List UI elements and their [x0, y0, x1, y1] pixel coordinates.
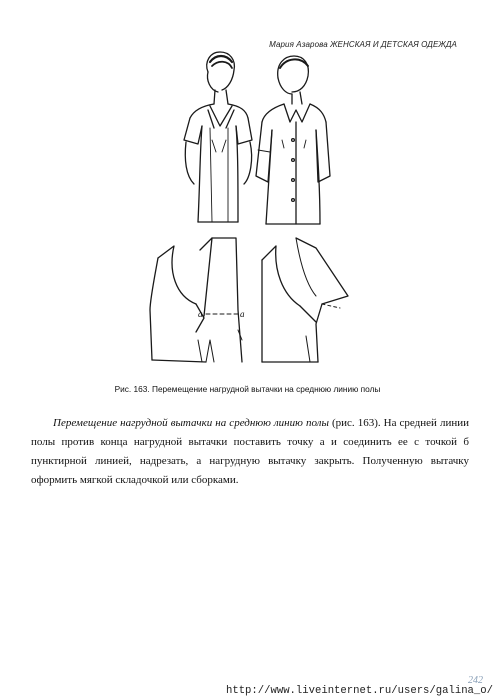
- point-a-label-left: а: [198, 309, 203, 319]
- fashion-sketch-left: [184, 52, 252, 222]
- source-url-watermark: http://www.liveinternet.ru/users/galina_o/: [225, 685, 493, 697]
- pattern-piece-right: [262, 238, 348, 362]
- body-paragraph: [31, 414, 469, 490]
- header-book-title: ЖЕНСКАЯ И ДЕТСКАЯ ОДЕЖДА: [330, 40, 457, 49]
- header-author: Мария Азарова: [269, 40, 328, 49]
- paragraph-rest: (рис. 163). На средней линии полы против конца нагрудной вытачки поставить точку а и соединить ее с точкой б пунктирной линией, надрезать, а нагрудную вытачку закрыть. Полученную вытачку оформить мягкой складочкой или сборками.: [31, 417, 469, 486]
- paragraph-lead-italic: Перемещение нагрудной вытачки на среднюю линию полы: [53, 417, 329, 429]
- pattern-piece-left: [150, 238, 242, 362]
- point-a-label-right: а: [240, 309, 245, 319]
- fashion-sketch-right: [256, 56, 330, 224]
- figure-caption: Рис. 163. Перемещение нагрудной вытачки на среднюю линию полы: [114, 384, 381, 394]
- page-number: 242: [468, 675, 483, 686]
